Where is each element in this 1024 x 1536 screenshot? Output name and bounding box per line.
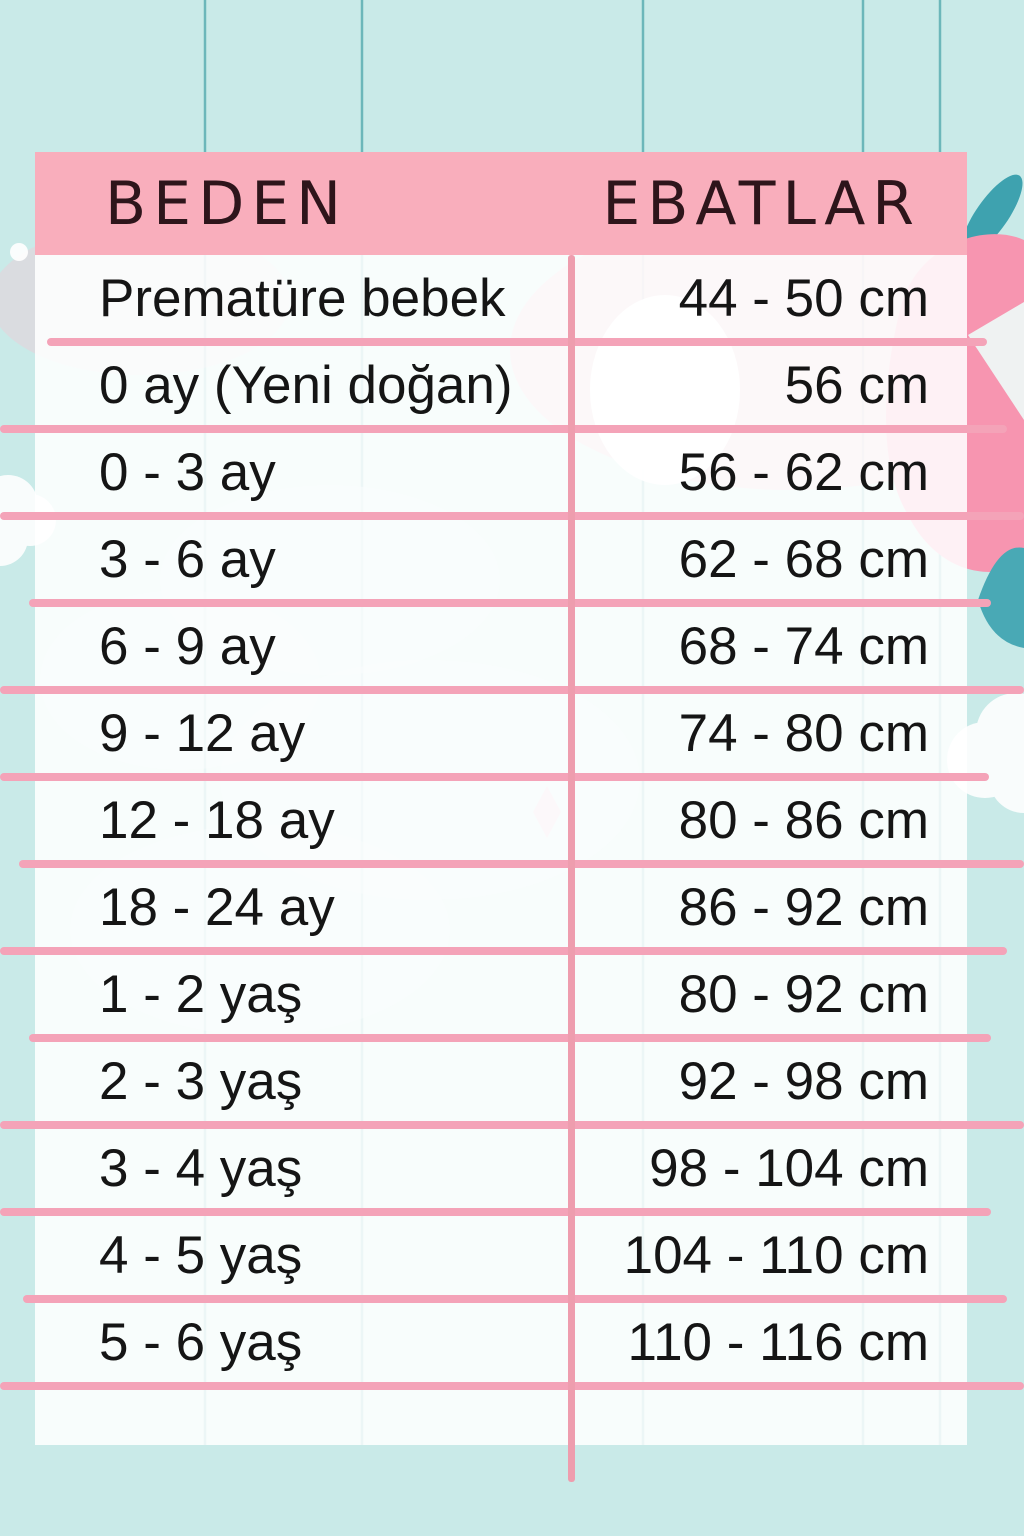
dimensions-cell: 74 - 80 cm: [678, 704, 929, 763]
dimensions-cell: 104 - 110 cm: [623, 1226, 929, 1285]
dimensions-cell: 44 - 50 cm: [678, 269, 929, 328]
table-row: [35, 429, 967, 516]
table-body: [35, 255, 967, 1386]
size-cell: 5 - 6 yaş: [99, 1313, 303, 1372]
dimensions-cell: 62 - 68 cm: [678, 530, 929, 589]
size-cell: 0 ay (Yeni doğan): [99, 356, 513, 415]
table-row: [35, 1125, 967, 1212]
size-cell: 18 - 24 ay: [99, 878, 335, 937]
table-header-row: [35, 152, 967, 255]
dimensions-cell: 80 - 86 cm: [678, 791, 929, 850]
size-cell: 6 - 9 ay: [99, 617, 276, 676]
size-cell: 1 - 2 yaş: [99, 965, 303, 1024]
column-header-ebatlar: EBATLAR: [602, 168, 921, 239]
size-cell: Prematüre bebek: [99, 269, 506, 328]
table-row: [35, 777, 967, 864]
table-row: [35, 603, 967, 690]
size-cell: 9 - 12 ay: [99, 704, 306, 763]
table-row: [35, 1038, 967, 1125]
dimensions-cell: 56 - 62 cm: [678, 443, 929, 502]
size-cell: 2 - 3 yaş: [99, 1052, 303, 1111]
size-cell: 3 - 6 ay: [99, 530, 276, 589]
dimensions-cell: 86 - 92 cm: [678, 878, 929, 937]
dimensions-cell: 56 cm: [784, 356, 929, 415]
table-empty-row: [35, 1386, 967, 1445]
size-cell: 0 - 3 ay: [99, 443, 276, 502]
column-header-beden: BEDEN: [105, 168, 349, 239]
size-chart-table: [35, 152, 967, 1445]
dimensions-cell: 98 - 104 cm: [649, 1139, 929, 1198]
size-cell: 3 - 4 yaş: [99, 1139, 303, 1198]
dimensions-cell: 110 - 116 cm: [627, 1313, 929, 1372]
table-row: [35, 1212, 967, 1299]
white-dot-icon: [10, 243, 28, 261]
dimensions-cell: 68 - 74 cm: [678, 617, 929, 676]
table-row: [35, 255, 967, 342]
column-divider-line: [568, 255, 575, 1482]
table-row: [35, 864, 967, 951]
table-row: [35, 1299, 967, 1386]
table-row: [35, 951, 967, 1038]
size-cell: 4 - 5 yaş: [99, 1226, 303, 1285]
table-row: [35, 342, 967, 429]
table-row: [35, 690, 967, 777]
table-row: [35, 516, 967, 603]
dimensions-cell: 92 - 98 cm: [678, 1052, 929, 1111]
dimensions-cell: 80 - 92 cm: [678, 965, 929, 1024]
size-cell: 12 - 18 ay: [99, 791, 335, 850]
